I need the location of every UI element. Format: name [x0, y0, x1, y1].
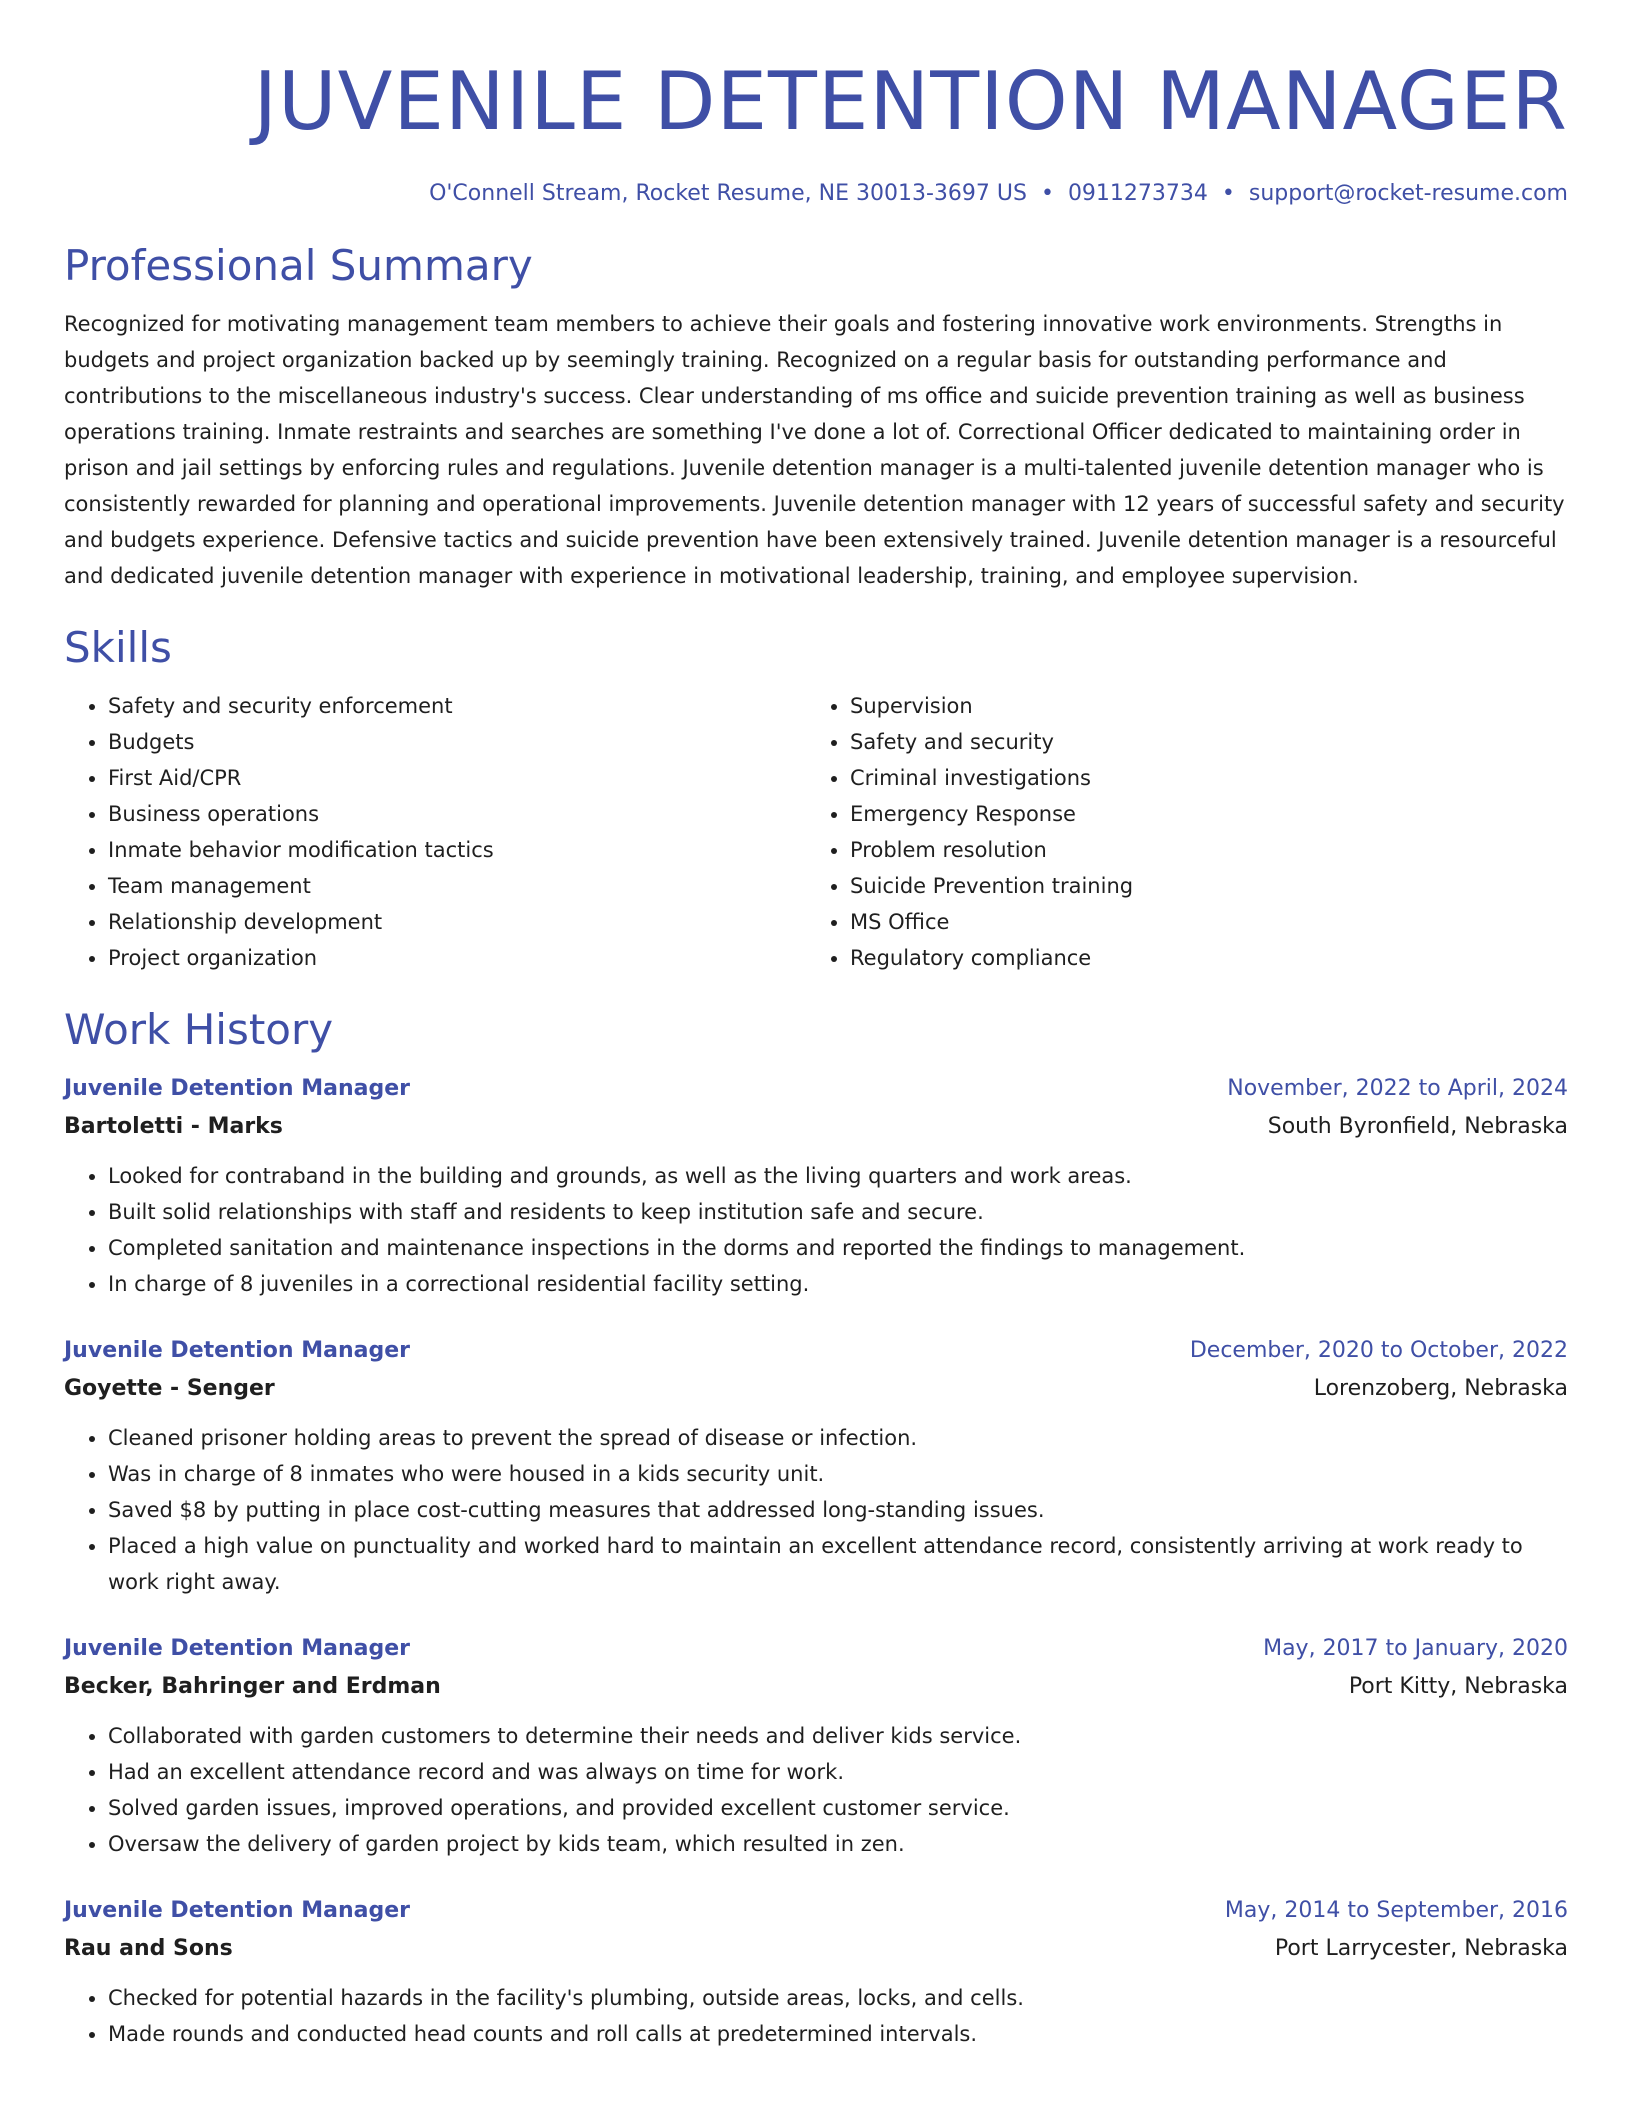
job-bullet: • Oversaw the delivery of garden project by kids team, which resulted in zen. [108, 1826, 1568, 1862]
job-header-row [64, 1070, 1568, 1108]
skill-item: • Problem resolution [850, 832, 1548, 868]
job-title: Juvenile Detention Manager [64, 1076, 410, 1101]
skill-item: • MS Office [850, 904, 1548, 940]
job-title: Juvenile Detention Manager [64, 1636, 410, 1661]
contact-email: support@rocket-resume.com [1248, 181, 1568, 206]
skill-item: • Project organization [108, 940, 806, 976]
contact-separator: • [1040, 181, 1054, 206]
skill-item: • Safety and security enforcement [108, 688, 806, 724]
skills-columns [64, 688, 1568, 976]
job-header-row [64, 1630, 1568, 1668]
job-company-row [64, 1930, 1568, 1968]
job-bullets [64, 1718, 1568, 1862]
job-bullet: • In charge of 8 juveniles in a correctional residential facility setting. [108, 1266, 1568, 1302]
skill-item: • Team management [108, 868, 806, 904]
contact-phone: 0911273734 [1067, 181, 1208, 206]
skill-item: • Emergency Response [850, 796, 1548, 832]
work-history-heading: Work History [64, 1005, 334, 1054]
job-bullet: • Collaborated with garden customers to determine their needs and deliver kids service. [108, 1718, 1568, 1754]
skill-item: • Business operations [108, 796, 806, 832]
job-company-row [64, 1108, 1568, 1146]
job-company-row [64, 1370, 1568, 1408]
skill-item: • Relationship development [108, 904, 806, 940]
job-bullet: • Looked for contraband in the building and grounds, as well as the living quarters and work areas. [108, 1158, 1568, 1194]
job-dates: November, 2022 to April, 2024 [1227, 1076, 1568, 1101]
job-bullet: • Built solid relationships with staff and residents to keep institution safe and secure. [108, 1194, 1568, 1230]
job-location: South Byronfield, Nebraska [1267, 1114, 1568, 1139]
job-dates: May, 2017 to January, 2020 [1263, 1636, 1568, 1661]
job-header-row [64, 1892, 1568, 1930]
resume-name: JUVENILE DETENTION MANAGER [253, 55, 1568, 148]
skill-item: • Suicide Prevention training [850, 868, 1548, 904]
job-bullet: • Completed sanitation and maintenance inspections in the dorms and reported the findings to management. [108, 1230, 1568, 1266]
job-entry [64, 1892, 1568, 2052]
job-bullets [64, 1158, 1568, 1302]
job-bullet: • Saved $8 by putting in place cost-cutting measures that addressed long-standing issues. [108, 1492, 1568, 1528]
job-bullet: • Had an excellent attendance record and was always on time for work. [108, 1754, 1568, 1790]
job-company: Becker, Bahringer and Erdman [64, 1674, 441, 1699]
skills-section [64, 622, 1568, 976]
job-bullet: • Was in charge of 8 inmates who were housed in a kids security unit. [108, 1456, 1568, 1492]
job-entry [64, 1332, 1568, 1600]
job-title: Juvenile Detention Manager [64, 1338, 410, 1363]
contact-separator: • [1221, 181, 1235, 206]
contact-address: O'Connell Stream, Rocket Resume, NE 30013-3697 US [429, 181, 1027, 206]
job-company: Goyette - Senger [64, 1376, 275, 1401]
job-entry [64, 1070, 1568, 1302]
job-location: Port Larrycester, Nebraska [1274, 1936, 1568, 1961]
skill-item: • Regulatory compliance [850, 940, 1548, 976]
contact-line [64, 178, 1568, 210]
skill-item: • First Aid/CPR [108, 760, 806, 796]
job-bullet: • Cleaned prisoner holding areas to prevent the spread of disease or infection. [108, 1420, 1568, 1456]
job-bullet: • Solved garden issues, improved operations, and provided excellent customer service. [108, 1790, 1568, 1826]
skill-item: • Inmate behavior modification tactics [108, 832, 806, 868]
skills-list-left [64, 688, 806, 976]
skill-item: • Safety and security [850, 724, 1548, 760]
summary-section [64, 240, 1568, 594]
skill-item: • Criminal investigations [850, 760, 1548, 796]
skills-list-right [806, 688, 1548, 976]
job-company: Bartoletti - Marks [64, 1114, 283, 1139]
skill-item: • Supervision [850, 688, 1548, 724]
job-entry [64, 1630, 1568, 1862]
job-company: Rau and Sons [64, 1936, 233, 1961]
skills-heading: Skills [64, 623, 172, 672]
job-location: Port Kitty, Nebraska [1348, 1674, 1568, 1699]
job-title: Juvenile Detention Manager [64, 1898, 410, 1923]
job-bullet: • Checked for potential hazards in the facility's plumbing, outside areas, locks, and cells. [108, 1980, 1568, 2016]
job-dates: May, 2014 to September, 2016 [1224, 1898, 1568, 1923]
job-company-row [64, 1668, 1568, 1706]
job-header-row [64, 1332, 1568, 1370]
job-bullet: • Made rounds and conducted head counts and roll calls at predetermined intervals. [108, 2016, 1568, 2052]
job-dates: December, 2020 to October, 2022 [1189, 1338, 1568, 1363]
summary-heading: Professional Summary [64, 241, 533, 290]
work-history-section [64, 1004, 1568, 2052]
job-bullets [64, 1420, 1568, 1600]
job-location: Lorenzoberg, Nebraska [1313, 1376, 1568, 1401]
skill-item: • Budgets [108, 724, 806, 760]
job-bullets [64, 1980, 1568, 2052]
summary-text: Recognized for motivating management team members to achieve their goals and fostering innovative work environments. Strengths in budgets and project organization backed up by seemingly training. Recognized on a regular basis for outstanding performance and contributions to the miscellaneous industry's success. Clear understanding of ms office and suicide prevention training as well as business operations training. Inmate restraints and searches are something I've done a lot of. Correctional Officer dedicated to maintaining order in prison and jail settings by enforcing rules and regulations. Juvenile detention manager is a multi-talented juvenile detention manager who is consistently rewarded for planning and operational improvements. Juvenile detention manager with 12 years of successful safety and security and budgets experience. Defensive tactics and suicide prevention have been extensively trained. Juvenile detention manager is a resourceful and dedicated juvenile detention manager with experience in motivational leadership, training, and employee supervision. [64, 312, 1565, 588]
job-bullet: • Placed a high value on punctuality and worked hard to maintain an excellent attendance record, consistently arriving at work ready to work right away. [108, 1528, 1568, 1600]
